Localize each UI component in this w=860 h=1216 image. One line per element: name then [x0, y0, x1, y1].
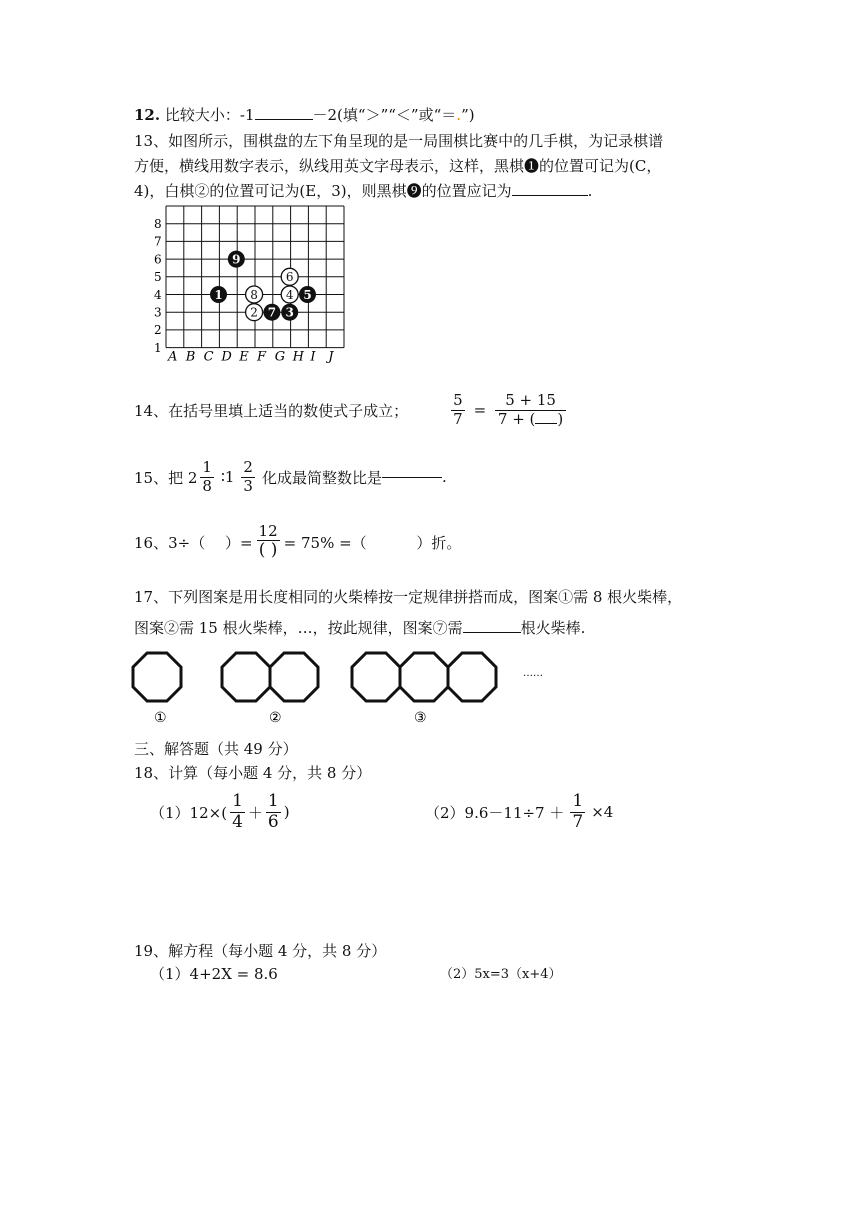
row-labels — [154, 217, 162, 355]
q18-problem-1 — [150, 784, 290, 840]
q18-p2-text: （2）9.6－11÷7 ＋ — [425, 803, 565, 822]
pattern-label-2: ② — [269, 710, 282, 726]
octagon-figures — [133, 653, 496, 701]
row-label: 3 — [154, 305, 162, 320]
column-label: A — [168, 349, 178, 365]
fraction-1-6 — [266, 792, 281, 832]
denominator: 7 — [572, 811, 584, 832]
white-stone-4 — [281, 286, 298, 303]
black-stone-1 — [210, 286, 227, 303]
octagon — [222, 653, 270, 701]
board-grid — [166, 206, 344, 348]
numerator: 12 — [258, 522, 278, 541]
q12-equal-sign: ＝ — [441, 106, 457, 124]
equals-sign: = — [473, 401, 487, 419]
section-title: 三、解答题（共 49 分） — [134, 740, 298, 758]
column-label: G — [274, 349, 286, 365]
numerator: 1 — [232, 790, 243, 811]
fraction-5-7 — [451, 392, 465, 428]
q17-line-2-end: 根火柴棒. — [520, 619, 586, 637]
denominator: 4 — [232, 811, 243, 832]
q18-p1-text: （1）12×( — [150, 803, 228, 822]
question-15 — [134, 452, 447, 502]
q19-title: 19、解方程（每小题 4 分，共 8 分） — [134, 942, 387, 960]
numerator: 1 — [202, 458, 212, 477]
svg-text:8: 8 — [250, 287, 258, 302]
black-stone-5 — [299, 286, 316, 303]
row-label: 4 — [154, 287, 162, 302]
q13-line-2: 方便，横线用数字表示，纵线用英文字母表示，这样，黑棋❶的位置可记为(C， — [134, 157, 662, 175]
fraction-12-blank — [257, 523, 280, 561]
numerator: 1 — [572, 790, 584, 811]
answer-blank[interactable] — [382, 477, 442, 478]
row-label: 6 — [154, 252, 162, 267]
svg-text:6: 6 — [285, 270, 294, 285]
column-label: E — [239, 349, 249, 365]
white-stone-6 — [281, 268, 298, 285]
pattern-label-3: ③ — [414, 710, 427, 726]
q12-dot: . — [456, 106, 462, 124]
column-label: F — [257, 349, 267, 365]
q13-line-3-text: 4)，白棋②的位置可记为(E，3)，则黑棋❾的位置应记为 — [134, 182, 512, 200]
octagon — [352, 653, 400, 701]
svg-text:4: 4 — [285, 287, 294, 302]
black-stone-3 — [281, 304, 298, 321]
q15-text: 15、把 2 — [134, 468, 198, 487]
q17-line-1: 17、下列图案是用长度相同的火柴棒按一定规律拼搭而成，图案①需 8 根火柴棒， — [134, 588, 683, 606]
q13-line-1: 13、如图所示，围棋盘的左下角呈现的是一局围棋比赛中的几手棋，为记录棋谱 — [134, 132, 664, 150]
octagon — [448, 653, 496, 701]
black-stone-7 — [263, 304, 280, 321]
continuation-dots: …… — [523, 668, 543, 679]
q19-problem-2: （2）5x=3（x+4） — [440, 967, 562, 982]
svg-text:7: 7 — [267, 305, 277, 320]
pattern-label-1: ① — [154, 710, 167, 726]
q18-p2-end: ×4 — [591, 803, 614, 821]
fraction-2-3 — [241, 459, 255, 495]
svg-text:3: 3 — [285, 305, 294, 320]
octagon — [400, 653, 448, 701]
q15-period: . — [441, 468, 447, 486]
q16-text: 16、3÷（ ）= — [134, 533, 253, 552]
row-label: 1 — [154, 340, 162, 355]
numerator: 2 — [243, 458, 253, 477]
question-12 — [134, 104, 475, 125]
question-14 — [134, 385, 569, 435]
answer-blank[interactable] — [512, 195, 588, 196]
q18-title: 18、计算（每小题 4 分，共 8 分） — [134, 764, 372, 782]
plus-sign: ＋ — [247, 803, 263, 822]
column-label: H — [292, 349, 304, 365]
denominator-blank[interactable]: ( ) — [258, 540, 278, 561]
q15-text-2: 化成最简整数比是 — [261, 468, 382, 487]
close-paren: ) — [283, 803, 290, 821]
fraction-1-8 — [200, 459, 214, 495]
ratio-sign: ∶1 — [220, 468, 235, 486]
denominator: 7 — [453, 409, 463, 428]
column-label: J — [328, 349, 334, 365]
fraction-rhs — [495, 392, 566, 428]
numerator: 5 — [453, 391, 463, 410]
column-labels — [167, 350, 334, 365]
q12-text: 比较大小：-1 — [164, 106, 255, 124]
svg-text:9: 9 — [232, 252, 241, 267]
svg-text:2: 2 — [250, 305, 258, 320]
matchstick-patterns — [125, 640, 545, 730]
answer-blank[interactable] — [463, 632, 521, 633]
q17-line-2 — [134, 617, 585, 638]
denominator — [496, 411, 565, 428]
q13-period: . — [587, 182, 593, 200]
row-label: 7 — [154, 234, 162, 249]
q14-text: 14、在括号里填上适当的数使式子成立； — [134, 401, 409, 420]
black-stone-9 — [228, 251, 245, 268]
q12-text-3: ”) — [461, 106, 475, 124]
row-label: 8 — [154, 217, 162, 231]
column-label: I — [310, 349, 316, 365]
octagon — [270, 653, 318, 701]
q13-line-3 — [134, 180, 592, 201]
q18-problem-2 — [425, 784, 613, 840]
octagon — [133, 653, 181, 701]
svg-text:5: 5 — [303, 287, 312, 302]
q12-text-2: －2(填“＞”“＜”或“ — [312, 106, 442, 124]
q17-line-2-text: 图案②需 15 根火柴棒，…，按此规律，图案⑦需 — [134, 619, 463, 637]
white-stone-2 — [246, 304, 263, 321]
svg-text:1: 1 — [214, 287, 223, 302]
white-stone-8 — [246, 286, 263, 303]
column-label: B — [185, 349, 196, 365]
answer-blank[interactable] — [255, 119, 313, 120]
question-number: 12. — [134, 106, 161, 124]
answer-blank[interactable] — [535, 423, 557, 424]
column-label: D — [221, 349, 232, 365]
denominator-text: 7 + ( — [497, 409, 536, 428]
go-board — [140, 200, 360, 368]
denominator-close: ) — [557, 409, 564, 428]
denominator: 3 — [243, 476, 253, 495]
row-label: 5 — [154, 270, 162, 285]
column-label: C — [203, 349, 214, 365]
q19-problem-1: （1）4+2X = 8.6 — [150, 965, 278, 983]
q16-text-2: = 75% =（ ）折。 — [283, 533, 462, 552]
fraction-1-4 — [230, 792, 245, 832]
stones — [210, 251, 316, 321]
fraction-1-7 — [570, 792, 585, 832]
numerator: 1 — [267, 790, 279, 811]
numerator: 5 + 15 — [495, 392, 566, 410]
denominator: 8 — [202, 476, 212, 495]
row-label: 2 — [154, 323, 162, 338]
denominator: 6 — [267, 811, 279, 832]
question-16 — [134, 516, 461, 568]
